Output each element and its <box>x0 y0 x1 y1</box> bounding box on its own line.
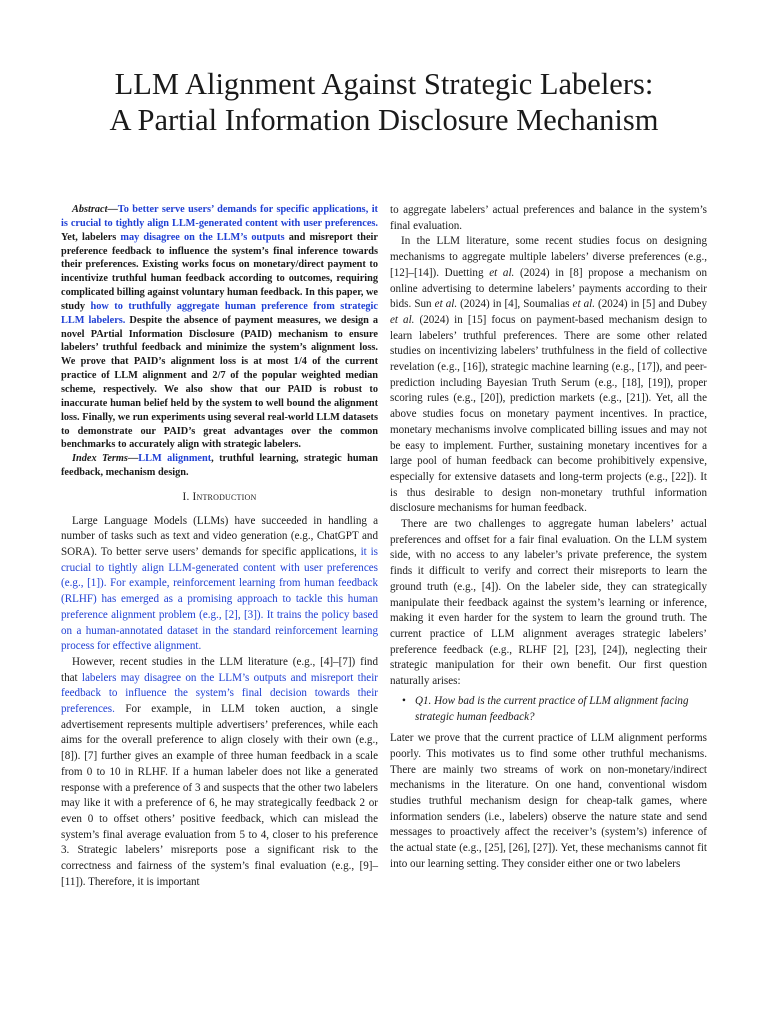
left-column <box>61 203 378 890</box>
right-column <box>390 203 707 873</box>
question-1-bullet <box>390 694 707 725</box>
intro-p2-text-b: For example, in LLM token auction, a single advertisement represents multiple advertisers’ preferences, while each aims for the overall preference to align closely with their own (e.g., [8]). [7] further gives an example of three human feedback in a scale from 0 to 10 in RLHF. If a human labeler does not like a generated response with a preference of 3 and suspects that the other two labelers may like it with a preference of 6, he may strategically feedback 2 or even 0 to offset others’ positive feedback, which can mislead the system’s final average evaluation from 5 to 4, closer to his preference 3. Strategic labelers’ misreports pose a significant risk to the correctness and fairness of the system’s final evaluation (e.g., [9]–[11]). Therefore, it is important <box>61 703 378 888</box>
challenges-paragraph: There are two challenges to aggregate human labelers’ actual preferences and offset for a fair final evaluation. On the LLM system side, with no access to any labeler’s private preference, the system finds it difficult to verify and correct their misreports to learn the ground truth (e.g., [4]). On the labeler side, they can strategically manipulate their feedback against the system’s learning or inference, making it even harder for the system to learn the ground truth. The current practice of LLM alignment averages strategic labelers’ preference feedback (e.g., RLHF [2], [23], [24]), neglecting their strategic manipulation for their own benefit. Our first question naturally arises: <box>390 518 707 688</box>
abstract-highlight-2: may disagree on the LLM’s outputs <box>120 231 285 243</box>
abstract-text-2: Yet, labelers <box>61 231 121 243</box>
abstract-label: Abstract <box>72 204 108 215</box>
related-work-paragraph <box>390 234 707 517</box>
abstract-highlight-1: To better serve users’ demands for specific applications, it is crucial to tightly align LLM-generated content with user preferences. <box>61 204 378 229</box>
intro-p2-text-a: However, recent studies in the LLM literature (e.g., [4]–[7]) find that <box>61 655 378 684</box>
section-number: I. <box>182 490 193 503</box>
title-line-1: LLM Alignment Against Strategic Labelers: <box>114 67 654 101</box>
related-text-b: (2024) in [8] propose a mechanism on online advertising to determine labelers’ payments according to their bids. Sun <box>390 266 707 311</box>
index-terms-highlight: LLM alignment <box>138 453 212 465</box>
intro-paragraph-1 <box>61 514 378 655</box>
related-text-c: (2024) in [4], Soumalias <box>457 298 573 311</box>
paper-title <box>40 66 728 138</box>
abstract-dash: — <box>107 204 118 215</box>
mechanisms-paragraph: Later we prove that the current practice of LLM alignment performs poorly. This motivates us to find some other truthful mechanisms. There are mainly two streams of work on non-monetary/indirect mechanisms in the literature. On one hand, conventional wisdom studies truthful mechanism design for cheap-talk games, where information senders (i.e., labelers) observe the nature state and send messages to proactively affect the receiver’s (system’s) inference of the actual state (e.g., [25], [26], [27]). Yet, these mechanisms cannot fit into our learning setting. They consider either one or two labelers <box>390 732 707 870</box>
index-terms-text: , truthful learning, strategic human feedback, mechanism design. <box>61 453 378 479</box>
intro-p1-text: Large Language Models (LLMs) have succeeded in handling a number of tasks such as text and video generation (e.g., ChatGPT and SORA). To better serve users’ demands for specific applications, <box>61 514 378 558</box>
index-terms-dash: — <box>127 453 139 465</box>
intro-p2-highlight: labelers may disagree on the LLM’s outputs and misreport their feedback to influence the system’s final decision towards their preferences. <box>61 671 378 716</box>
et-al-3: et al. <box>572 298 595 311</box>
et-al-1: et al. <box>489 266 515 279</box>
index-terms-label: Index Terms <box>72 453 128 465</box>
abstract-text-3: and misreport their preference feedback to influence the system’s final inference towards their preferences. Existing works focus on monetary/direct payment to incentivize truthful human feedback according to outcomes, requiring complicated billing against voluntary human feedback. In this paper, we study <box>61 231 378 312</box>
abstract-highlight-3: how to truthfully aggregate human preference from strategic LLM labelers. <box>61 300 378 326</box>
index-terms <box>61 452 378 480</box>
et-al-2: et al. <box>434 298 458 311</box>
related-text-a: In the LLM literature, some recent studies focus on designing mechanisms to aggregate multiple labelers’ diverse preferences (e.g., [12]–[14]). Duetting <box>390 235 707 279</box>
question-1-text: Q1. How bad is the current practice of LLM alignment facing strategic human feedback? <box>415 694 689 723</box>
related-text-e: (2024) in [15] focus on payment-based mechanism design to learn labelers’ truthful preferences. There are some other related studies on incentivizing labelers’ truthfulness in the field of collective revelation (e.g., [16]), strategic machine learning (e.g., [17]), and peer-prediction including Bayesian Truth Serum (e.g., [18], [19]), proper scoring rules (e.g., [20]), prediction markets (e.g., [21]). Yet, all the above studies focus on monetary payment incentives. In practice, monetary mechanisms involve complicated billing issues and may not be easy to implement. Further, sustaining monetary incentives for a large pool of human feedback can become prohibitively expensive, especially for extensive datasets and long-term projects (e.g., [22]). It is thus desirable to design non-monetary truthful information disclosure mechanisms for human feedback. <box>390 313 707 515</box>
section-title: Introduction <box>192 490 257 503</box>
title-line-2: A Partial Information Disclosure Mechanism <box>109 103 659 137</box>
bullet-icon: • <box>402 694 406 707</box>
intro-paragraph-2 <box>61 655 378 891</box>
abstract-text-4: Despite the absence of payment measures, we design a novel PArtial Information Disclosure (PAID) mechanism to ensure labelers’ truthful feedback and minimize the system’s alignment loss. We prove that PAID’s alignment loss is at most 1/4 of the current practice of LLM alignment and 2/7 of the popular weighted median scheme, respectively. We also show that our PAID is robust to inaccurate human belief held by the system to well bound the alignment loss. Finally, we run experiments using several real-world LLM datasets to demonstrate our PAID’s great advantages over the common benchmarks to accurately align with strategic labelers. <box>61 314 379 451</box>
right-paragraph-continuation: to aggregate labelers’ actual preferences and balance in the system’s final evaluation. <box>390 204 707 232</box>
related-text-d: (2024) in [5] and Dubey <box>594 298 707 311</box>
section-heading-introduction <box>61 490 378 506</box>
abstract <box>61 203 378 452</box>
intro-p1-highlight: it is crucial to tightly align LLM-generated content with user preferences (e.g., [1]). For example, reinforcement learning from human feedback (RLHF) has emerged as a promising approach to tackle this human preference alignment problem (e.g., [2], [3]). It trains the policy based on a human-annotated dataset in the standard reinforcement learning process for effective alignment. <box>61 545 378 653</box>
et-al-4: et al. <box>390 313 415 326</box>
